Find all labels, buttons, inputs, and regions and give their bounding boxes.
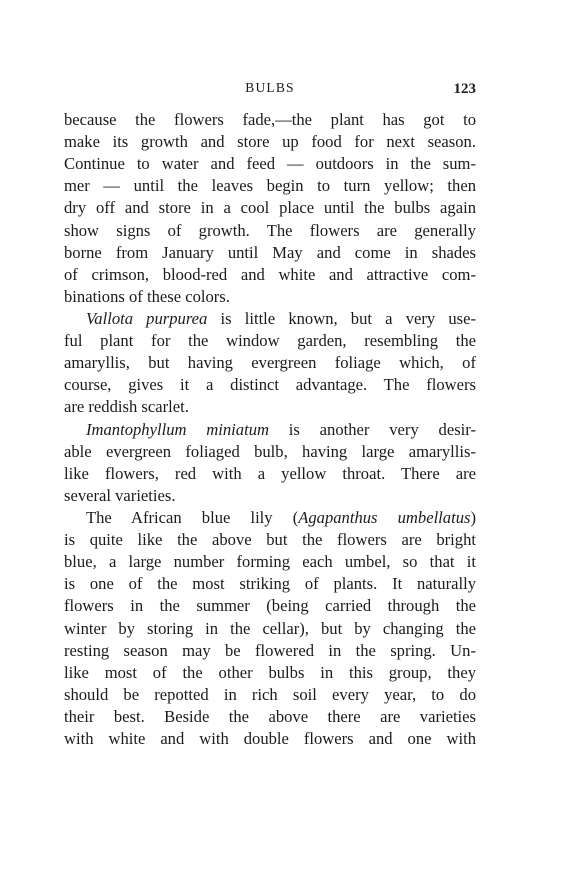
text-line: are reddish scarlet. bbox=[64, 397, 189, 417]
page-number: 123 bbox=[453, 81, 476, 97]
text-line: winter by storing in the cellar), but by changing the bbox=[64, 618, 476, 638]
text-line: amaryllis, but having evergreen foliage which, of bbox=[64, 353, 476, 373]
text-line: Continue to water and feed — outdoors in the sum- bbox=[64, 154, 476, 174]
text-line: with white and with double flowers and one with bbox=[64, 729, 476, 749]
page-header bbox=[64, 80, 476, 100]
body-text bbox=[64, 109, 476, 750]
text-line: is quite like the above but the flowers are bright bbox=[64, 530, 476, 550]
running-title: BULBS bbox=[245, 80, 295, 95]
text-line: course, gives it a distinct advantage. The flowers bbox=[64, 375, 476, 395]
text-line: blue, a large number forming each umbel, so that it bbox=[64, 552, 476, 572]
text-line: resting season may be flowered in the spring. Un- bbox=[64, 640, 476, 660]
text-line: flowers in the summer (being carried through the bbox=[64, 596, 476, 616]
species-name: Imantophyllum miniatum bbox=[86, 419, 269, 439]
text-line: binations of these colors. bbox=[64, 286, 230, 306]
text-line: able evergreen foliaged bulb, having large amaryllis- bbox=[64, 441, 476, 461]
text-line: make its growth and store up food for next season. bbox=[64, 132, 476, 152]
text-line: mer — until the leaves begin to turn yellow; then bbox=[64, 176, 476, 196]
species-name: Vallota purpurea bbox=[86, 308, 208, 328]
text-line: dry off and store in a cool place until the bulbs again bbox=[64, 198, 476, 218]
text-line: several varieties. bbox=[64, 485, 176, 505]
text-line: ful plant for the window garden, resembling the bbox=[64, 331, 476, 351]
text-line: because the flowers fade,—the plant has got to bbox=[64, 110, 476, 129]
text-line: of crimson, blood-red and white and attractive com- bbox=[64, 264, 476, 284]
text-line: borne from January until May and come in shades bbox=[64, 242, 476, 262]
paragraph-start-line: Imantophyllum miniatum is another very desir- bbox=[86, 419, 476, 439]
paragraph-start-line: The African blue lily (Agapanthus umbellatus) bbox=[86, 507, 476, 527]
species-name: Agapanthus umbellatus bbox=[298, 507, 471, 527]
text-line: is one of the most striking of plants. It naturally bbox=[64, 574, 476, 594]
text-line: should be repotted in rich soil every year, to do bbox=[64, 684, 476, 704]
text-line: like flowers, red with a yellow throat. There are bbox=[64, 463, 476, 483]
paragraph-start-line: Vallota purpurea is little known, but a very use- bbox=[86, 308, 476, 328]
text-line: their best. Beside the above there are varieties bbox=[64, 706, 476, 726]
text-line: show signs of growth. The flowers are generally bbox=[64, 220, 476, 240]
text-line: like most of the other bulbs in this group, they bbox=[64, 662, 476, 682]
